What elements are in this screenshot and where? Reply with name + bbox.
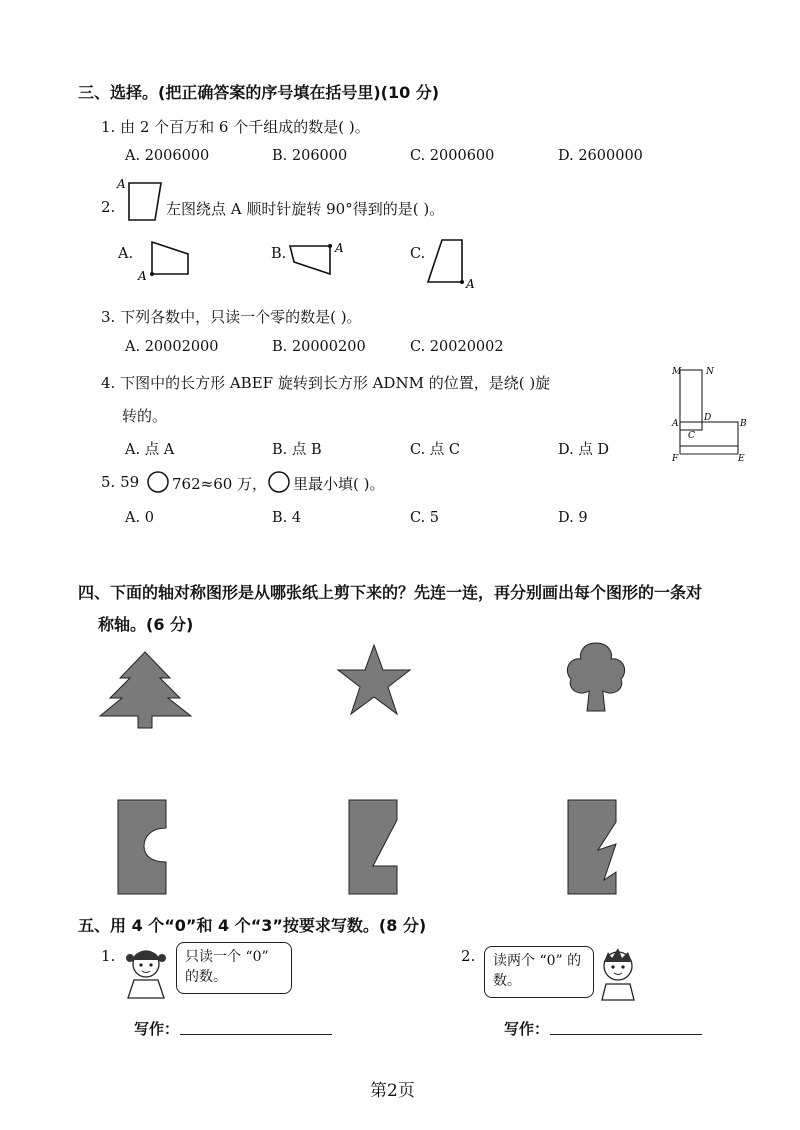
- folded-paper-zigzag-cut[interactable]: [564, 798, 620, 896]
- q5-option-b[interactable]: B. 4: [272, 510, 302, 526]
- section5-title: 五、用 4 个“0”和 4 个“3”按要求写数。(8 分): [78, 916, 427, 935]
- round-tree-shape[interactable]: [563, 641, 629, 715]
- q1-text: 1. 由 2 个百万和 6 个千组成的数是( )。: [101, 118, 370, 136]
- svg-text:C: C: [688, 431, 695, 441]
- q5-end-text: 里最小填( )。: [293, 475, 385, 493]
- q2-option-a-label[interactable]: A.: [118, 246, 134, 262]
- s5-q2-bubble-text: 读两个 “0” 的数。: [493, 953, 582, 989]
- q5-middle-text: 762≈60 万，: [172, 475, 268, 493]
- q5-blank-circle-1[interactable]: [146, 470, 170, 494]
- s5-q2-answer-line[interactable]: [550, 1034, 702, 1035]
- q2-option-c-shape[interactable]: [424, 234, 484, 294]
- svg-text:A: A: [138, 269, 147, 283]
- folded-paper-circle-cut[interactable]: [114, 798, 170, 896]
- q3-text: 3. 下列各数中，只读一个零的数是( )。: [101, 308, 362, 326]
- s5-q1-number: 1.: [101, 947, 116, 965]
- svg-text:B: B: [740, 419, 747, 429]
- q5-blank-circle-2: [267, 470, 291, 494]
- q2-text: 左图绕点 A 顺时针旋转 90°得到的是( )。: [166, 200, 445, 218]
- s5-q1-answer-line[interactable]: [180, 1034, 332, 1035]
- q3-option-a[interactable]: A. 20002000: [125, 339, 219, 355]
- svg-text:A: A: [672, 419, 679, 429]
- q2-number: 2.: [101, 198, 116, 216]
- q2-source-trapezoid: [114, 176, 170, 226]
- q3-option-b[interactable]: B. 20000200: [272, 339, 366, 355]
- folded-paper-v-cut[interactable]: [345, 798, 401, 896]
- svg-text:F: F: [672, 454, 679, 464]
- q2-option-b-shape[interactable]: [286, 234, 350, 284]
- q4-option-d[interactable]: D. 点 D: [558, 442, 610, 458]
- s5-q1-bubble-text: 只读一个 “0” 的数。: [185, 949, 269, 985]
- s5-q1-write-label: 写作：: [134, 1020, 180, 1038]
- svg-text:D: D: [704, 413, 712, 423]
- q4-text-continued: 转的。: [122, 407, 168, 425]
- boy-avatar: [590, 944, 646, 1002]
- section4-title-line1: 四、下面的轴对称图形是从哪张纸上剪下来的？先连一连，再分别画出每个图形的一条对: [78, 583, 703, 602]
- svg-text:N: N: [706, 367, 714, 377]
- q4-option-b[interactable]: B. 点 B: [272, 442, 322, 458]
- q3-option-c[interactable]: C. 20020002: [410, 339, 504, 355]
- q2-option-a-shape[interactable]: [136, 234, 200, 284]
- svg-text:M: M: [672, 367, 682, 377]
- q5-option-a[interactable]: A. 0: [125, 510, 154, 526]
- s5-q2-write-label: 写作：: [504, 1020, 550, 1038]
- svg-text:E: E: [738, 454, 745, 464]
- section3-title: 三、选择。(把正确答案的序号填在括号里)(10 分): [78, 83, 440, 102]
- s5-q2-speech-bubble: [484, 946, 594, 998]
- tree-shape[interactable]: [98, 650, 193, 730]
- s5-q1-speech-bubble: [176, 942, 292, 994]
- svg-text:A: A: [466, 277, 475, 291]
- q4-text: 4. 下图中的长方形 ABEF 旋转到长方形 ADNM 的位置，是绕( )旋: [101, 374, 551, 392]
- page-number: 第2页: [370, 1081, 415, 1101]
- q5-number: 5. 59: [101, 473, 140, 491]
- q2-option-b-label[interactable]: B.: [271, 246, 287, 262]
- svg-text:A: A: [335, 241, 344, 255]
- q4-option-c[interactable]: C. 点 C: [410, 442, 460, 458]
- section4-title-line2: 称轴。(6 分): [98, 615, 194, 634]
- girl-avatar: [118, 944, 174, 1000]
- q2-point-a-label: A: [117, 177, 126, 191]
- q4-rectangles-figure: [660, 362, 750, 466]
- q5-option-c[interactable]: C. 5: [410, 510, 440, 526]
- q5-option-d[interactable]: D. 9: [558, 510, 588, 526]
- q1-option-c[interactable]: C. 2000600: [410, 148, 495, 164]
- q1-option-a[interactable]: A. 2006000: [125, 148, 210, 164]
- q1-option-b[interactable]: B. 206000: [272, 148, 348, 164]
- q2-option-c-label[interactable]: C.: [410, 246, 426, 262]
- q1-option-d[interactable]: D. 2600000: [558, 148, 643, 164]
- s5-q2-number: 2.: [461, 947, 476, 965]
- star-shape[interactable]: [336, 642, 412, 718]
- q4-option-a[interactable]: A. 点 A: [125, 442, 175, 458]
